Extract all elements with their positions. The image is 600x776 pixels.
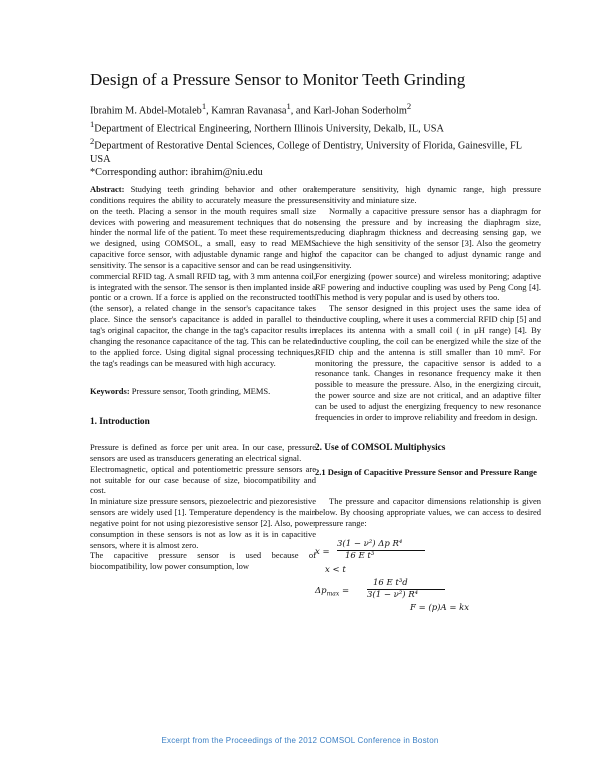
equation-3-symbol: Δp xyxy=(315,585,327,596)
keywords-text: Pressure sensor, Tooth grinding, MEMS. xyxy=(129,386,271,397)
keywords xyxy=(90,386,316,397)
author-block xyxy=(90,100,540,180)
affiliation-marker: 2 xyxy=(406,101,412,111)
corresponding-author: *Corresponding author: ibrahim@niu.edu xyxy=(90,167,263,179)
body-paragraph: For energizing (power source) and wireless monitoring; adaptive RF powering and inductive coupling was used by Peng Cong [4]. This method is very popular and is used by others too. xyxy=(315,270,541,303)
section-heading-comsol: 2. Use of COMSOL Multiphysics xyxy=(315,442,446,453)
equation-1-denominator: 16 E t³ xyxy=(345,550,375,561)
spacer xyxy=(90,368,316,376)
paper-title: Design of a Pressure Sensor to Monitor Teeth Grinding xyxy=(90,70,466,89)
spacer xyxy=(315,529,541,537)
intro-paragraph: In miniature size pressure sensors, piezoelectric and piezoresistive sensors are widely used [1]. Temperature dependency is the main negative point for not using piezoresistive sensor [2]. Also, power consumption in these sensors is not as low as it is in capacitive sensors, where it is almost zero. xyxy=(90,496,316,550)
intro-paragraph: Electromagnetic, optical and potentiometric pressure sensors are not suitable for our case because of size, biocompatibility and cost. xyxy=(90,463,316,496)
affiliation-1 xyxy=(90,118,540,136)
equation-3-subscript: max xyxy=(326,590,340,598)
author-name: , Kamran Ravanasa xyxy=(206,105,287,117)
intro-paragraph: Pressure is defined as force per unit area. In our case, pressure sensors are used as transducers generating an electrical signal. xyxy=(90,442,316,463)
equation-3-lhs xyxy=(315,586,349,601)
affiliation-text: Department of Electrical Engineering, Northern Illinois University, Dekalb, IL, USA xyxy=(94,123,444,135)
spacer xyxy=(315,488,541,496)
equation-3-denominator: 3(1 − ν²) R⁴ xyxy=(367,589,419,600)
intro-paragraph: The capacitive pressure sensor is used because of biocompatibility, low power consumption, low xyxy=(90,550,316,572)
equation-3-equals: = xyxy=(341,585,350,596)
abstract xyxy=(90,184,316,368)
equation-block xyxy=(315,537,541,615)
keywords-label: Keywords: xyxy=(90,386,130,397)
left-column xyxy=(90,184,316,572)
right-column xyxy=(315,184,541,615)
equation-1-lhs: x = xyxy=(315,546,330,557)
affiliation-2 xyxy=(90,135,540,166)
affiliation-marker: 1 xyxy=(286,101,291,111)
author-name: , and Karl-Johan Soderholm xyxy=(290,105,407,117)
abstract-label: Abstract: xyxy=(90,184,125,194)
affiliation-marker: 1 xyxy=(201,101,207,111)
abstract-text: Studying teeth grinding behavior and other oral conditions requires the ability to accurately measure the pressure on the teeth. Placing a sensor in the mouth requires small size devices with powering and measurement techniques that do not hinder the normal life of the patient. To meet these requirements, we designed, using COMSOL, a small, easy to read MEMS capacitive force sensor, with adjustable dynamic range and high sensitivity. The sensor is a capacitive sensor and can be read using commercial RFID tag. A small RFID tag, with 3 mm antenna coil, is integrated with the sensor. The sensor is then implanted inside a pontic or a crown. If a force is applied on the reconstructed tooth (the sensor), a related change in the sensor's capacitance takes place. Since the sensor's capacitance is added in parallel to the tag's original capacitor, the change in the tag's capacitor results in changing the resonance capacitance of the tag. This can be related to the applied force. Using digital signal processing techniques, the tag's readings can be measured with high accuracy. xyxy=(90,184,316,368)
body-paragraph: Normally a capacitive pressure sensor has a diaphragm for sensing the pressure and by increasing the diaphragm size, reducing diaphragm thickness and decreasing sensing gap, we achieve the high sensitivity of the sensor [3]. Also the geometry of the capacitor can be changed to adjust dynamic range and sensitivity. xyxy=(315,205,541,270)
affiliation-marker: 1 xyxy=(90,118,95,129)
body-paragraph: The sensor designed in this project uses the same idea of inductive coupling, where it uses a commercial RFID chip [5] and replaces its antenna with a small coil ( in μH range) [4]. By inductive coupling, the coil can be energized while the size of the RFID chip and the antenna is still smaller than 10 mm². For monitoring the pressure, the capacitive sensor is added to a resonance tank. Changes in resonance frequency make it then possible to measure the pressure. Also, in the energizing circuit, the power source and size are not critical, and an adaptive filter can be used to adjust the energizing frequency to new resonance frequencies in order to improve reliability and freedom in design. xyxy=(315,303,541,422)
proceedings-footer: Excerpt from the Proceedings of the 2012 COMSOL Conference in Boston xyxy=(161,736,439,745)
equation-2: x < t xyxy=(325,564,346,575)
subsection-heading: 2.1 Design of Capacitive Pressure Sensor and Pressure Range xyxy=(315,467,537,478)
affiliation-text: Department of Restorative Dental Sciences, College of Dentistry, University of Florida, Gainesville, FL USA xyxy=(90,140,522,166)
author-name: Ibrahim M. Abdel-Motaleb xyxy=(90,105,202,117)
equation-1-numerator: 3(1 − ν²) Δp R⁴ xyxy=(337,538,403,549)
affiliation-marker: 2 xyxy=(90,136,95,147)
body-paragraph: temperature sensitivity, high dynamic range, high pressure sensitivity and miniature size. xyxy=(315,184,541,205)
author-list xyxy=(90,100,540,118)
body-paragraph: The pressure and capacitor dimensions relationship is given below. By choosing appropriate values, we can access to desired pressure range: xyxy=(315,496,541,528)
equation-3-numerator: 16 E t³d xyxy=(373,577,408,588)
equation-4: F = (p)A = kx xyxy=(410,602,470,613)
section-heading-introduction: 1. Introduction xyxy=(90,417,150,428)
